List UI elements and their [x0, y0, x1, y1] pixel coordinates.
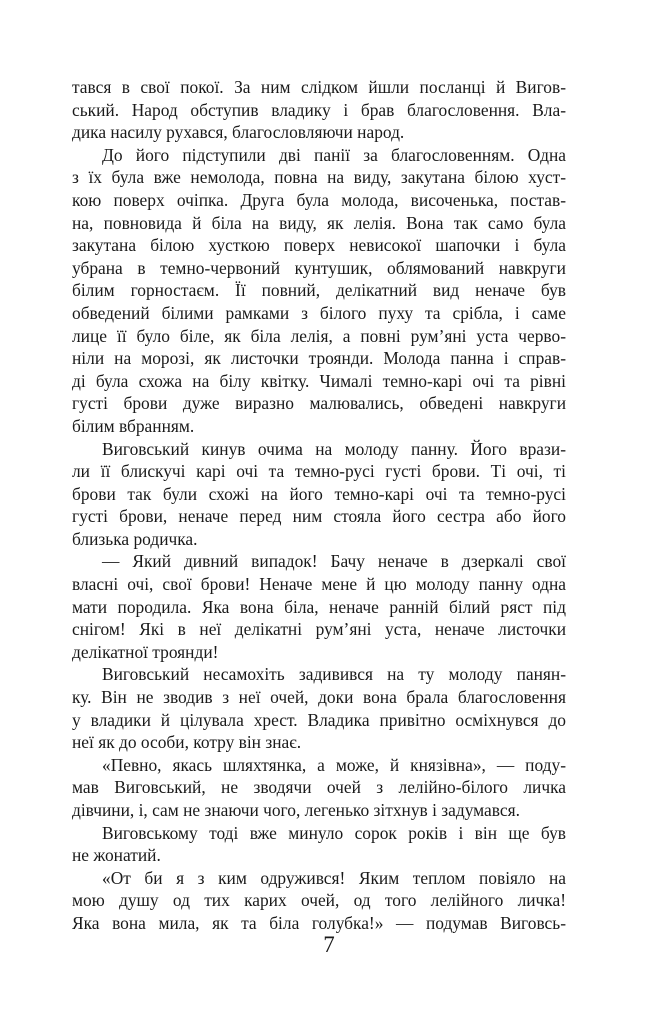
- text-line: мати породила. Яка вона біла, неначе ранній білий ряст під: [72, 596, 566, 617]
- text-line: «Певно, якась шляхтянка, а може, й князівна», — поду-: [102, 754, 566, 775]
- text-line: з їх була вже немолода, повна на виду, закутана білою хуст-: [72, 167, 566, 188]
- paragraph: [72, 76, 566, 144]
- text-line: мою душу од тих карих очей, од того лелійного личка!: [72, 890, 566, 911]
- text-line: ли її блискучі карі очі та темно-русі густі брови. Ті очі, ті: [72, 461, 566, 482]
- text-line: брови так були схожі на його темно-карі очі та темно-русі: [72, 483, 566, 504]
- text-line: не жонатий.: [72, 845, 161, 866]
- paragraph: [72, 550, 566, 663]
- body-text: [72, 76, 566, 935]
- text-line: густі брови, неначе перед ним стояла його сестра або його: [72, 506, 566, 527]
- text-line: обведений білими рамками з білого пуху та срібла, і саме: [72, 302, 566, 323]
- paragraph: [72, 822, 566, 867]
- paragraph: [72, 754, 566, 822]
- text-line: ський. Народ обступив владику і брав благословення. Вла-: [72, 99, 566, 120]
- text-line: на, повновида й біла на виду, як лелія. Вона так само була: [72, 212, 566, 233]
- text-line: делікатної троянди!: [72, 641, 219, 662]
- text-line: мав Виговський, не зводячи очей з лелійно-білого личка: [72, 777, 566, 798]
- text-line: власні очі, свої брови! Неначе мене й цю молоду панну одна: [72, 574, 566, 595]
- text-line: лице її було біле, як біла лелія, а повні рум’яні уста черво-: [72, 325, 566, 346]
- text-line: білим горностаєм. Її повний, делікатний вид неначе був: [72, 280, 566, 301]
- text-line: убрана в темно-червоний кунтушик, облямований навкруги: [72, 257, 566, 278]
- text-line: дика насилу рухався, благословляючи народ.: [72, 122, 405, 143]
- text-line: у владики й цілувала хрест. Владика привітно осміхнувся до: [72, 709, 566, 730]
- text-line: кою поверх очіпка. Друга була молода, височенька, постав-: [72, 189, 566, 210]
- text-line: неї як до особи, котру він знає.: [72, 732, 302, 753]
- text-line: густі брови дуже виразно малювались, обведені навкруги: [72, 393, 566, 414]
- text-line: ку. Він не зводив з неї очей, доки вона брала благословення: [72, 687, 566, 708]
- text-line: Яка вона мила, як та біла голубка!» — подумав Виговсь-: [72, 912, 566, 933]
- text-line: — Який дивний випадок! Бачу неначе в дзеркалі свої: [102, 551, 566, 572]
- text-line: До його підступили дві панії за благословенням. Одна: [102, 144, 566, 165]
- text-line: ді була схожа на білу квітку. Чималі темно-карі очі та рівні: [72, 370, 566, 391]
- text-line: Виговський кинув очима на молоду панну. Його врази-: [102, 438, 566, 459]
- paragraph: [72, 663, 566, 753]
- page-number: 7: [323, 932, 335, 957]
- text-line: закутана білою хусткою поверх невисокої шапочки і була: [72, 235, 566, 256]
- text-line: «От би я з ким одружився! Яким теплом повіяло на: [102, 867, 566, 888]
- text-line: дівчини, і, сам не знаючи чого, легенько зітхнув і задумався.: [72, 800, 520, 820]
- text-line: снігом! Які в неї делікатні рум’яні уста, неначе листочки: [72, 619, 566, 640]
- text-line: білим вбранням.: [72, 415, 195, 436]
- paragraph: [72, 867, 566, 935]
- text-line: Виговський несамохіть задивився на ту молоду панян-: [102, 664, 566, 685]
- text-line: ніли на морозі, як листочки троянди. Молода панна і справ-: [72, 348, 566, 369]
- text-line: близька родичка.: [72, 528, 198, 549]
- text-line: Виговському тоді вже минуло сорок років і він ще був: [102, 822, 566, 843]
- text-line: тався в свої покої. За ним слідком йшли посланці й Вигов-: [72, 77, 566, 97]
- paragraph: [72, 438, 566, 551]
- paragraph: [72, 144, 566, 438]
